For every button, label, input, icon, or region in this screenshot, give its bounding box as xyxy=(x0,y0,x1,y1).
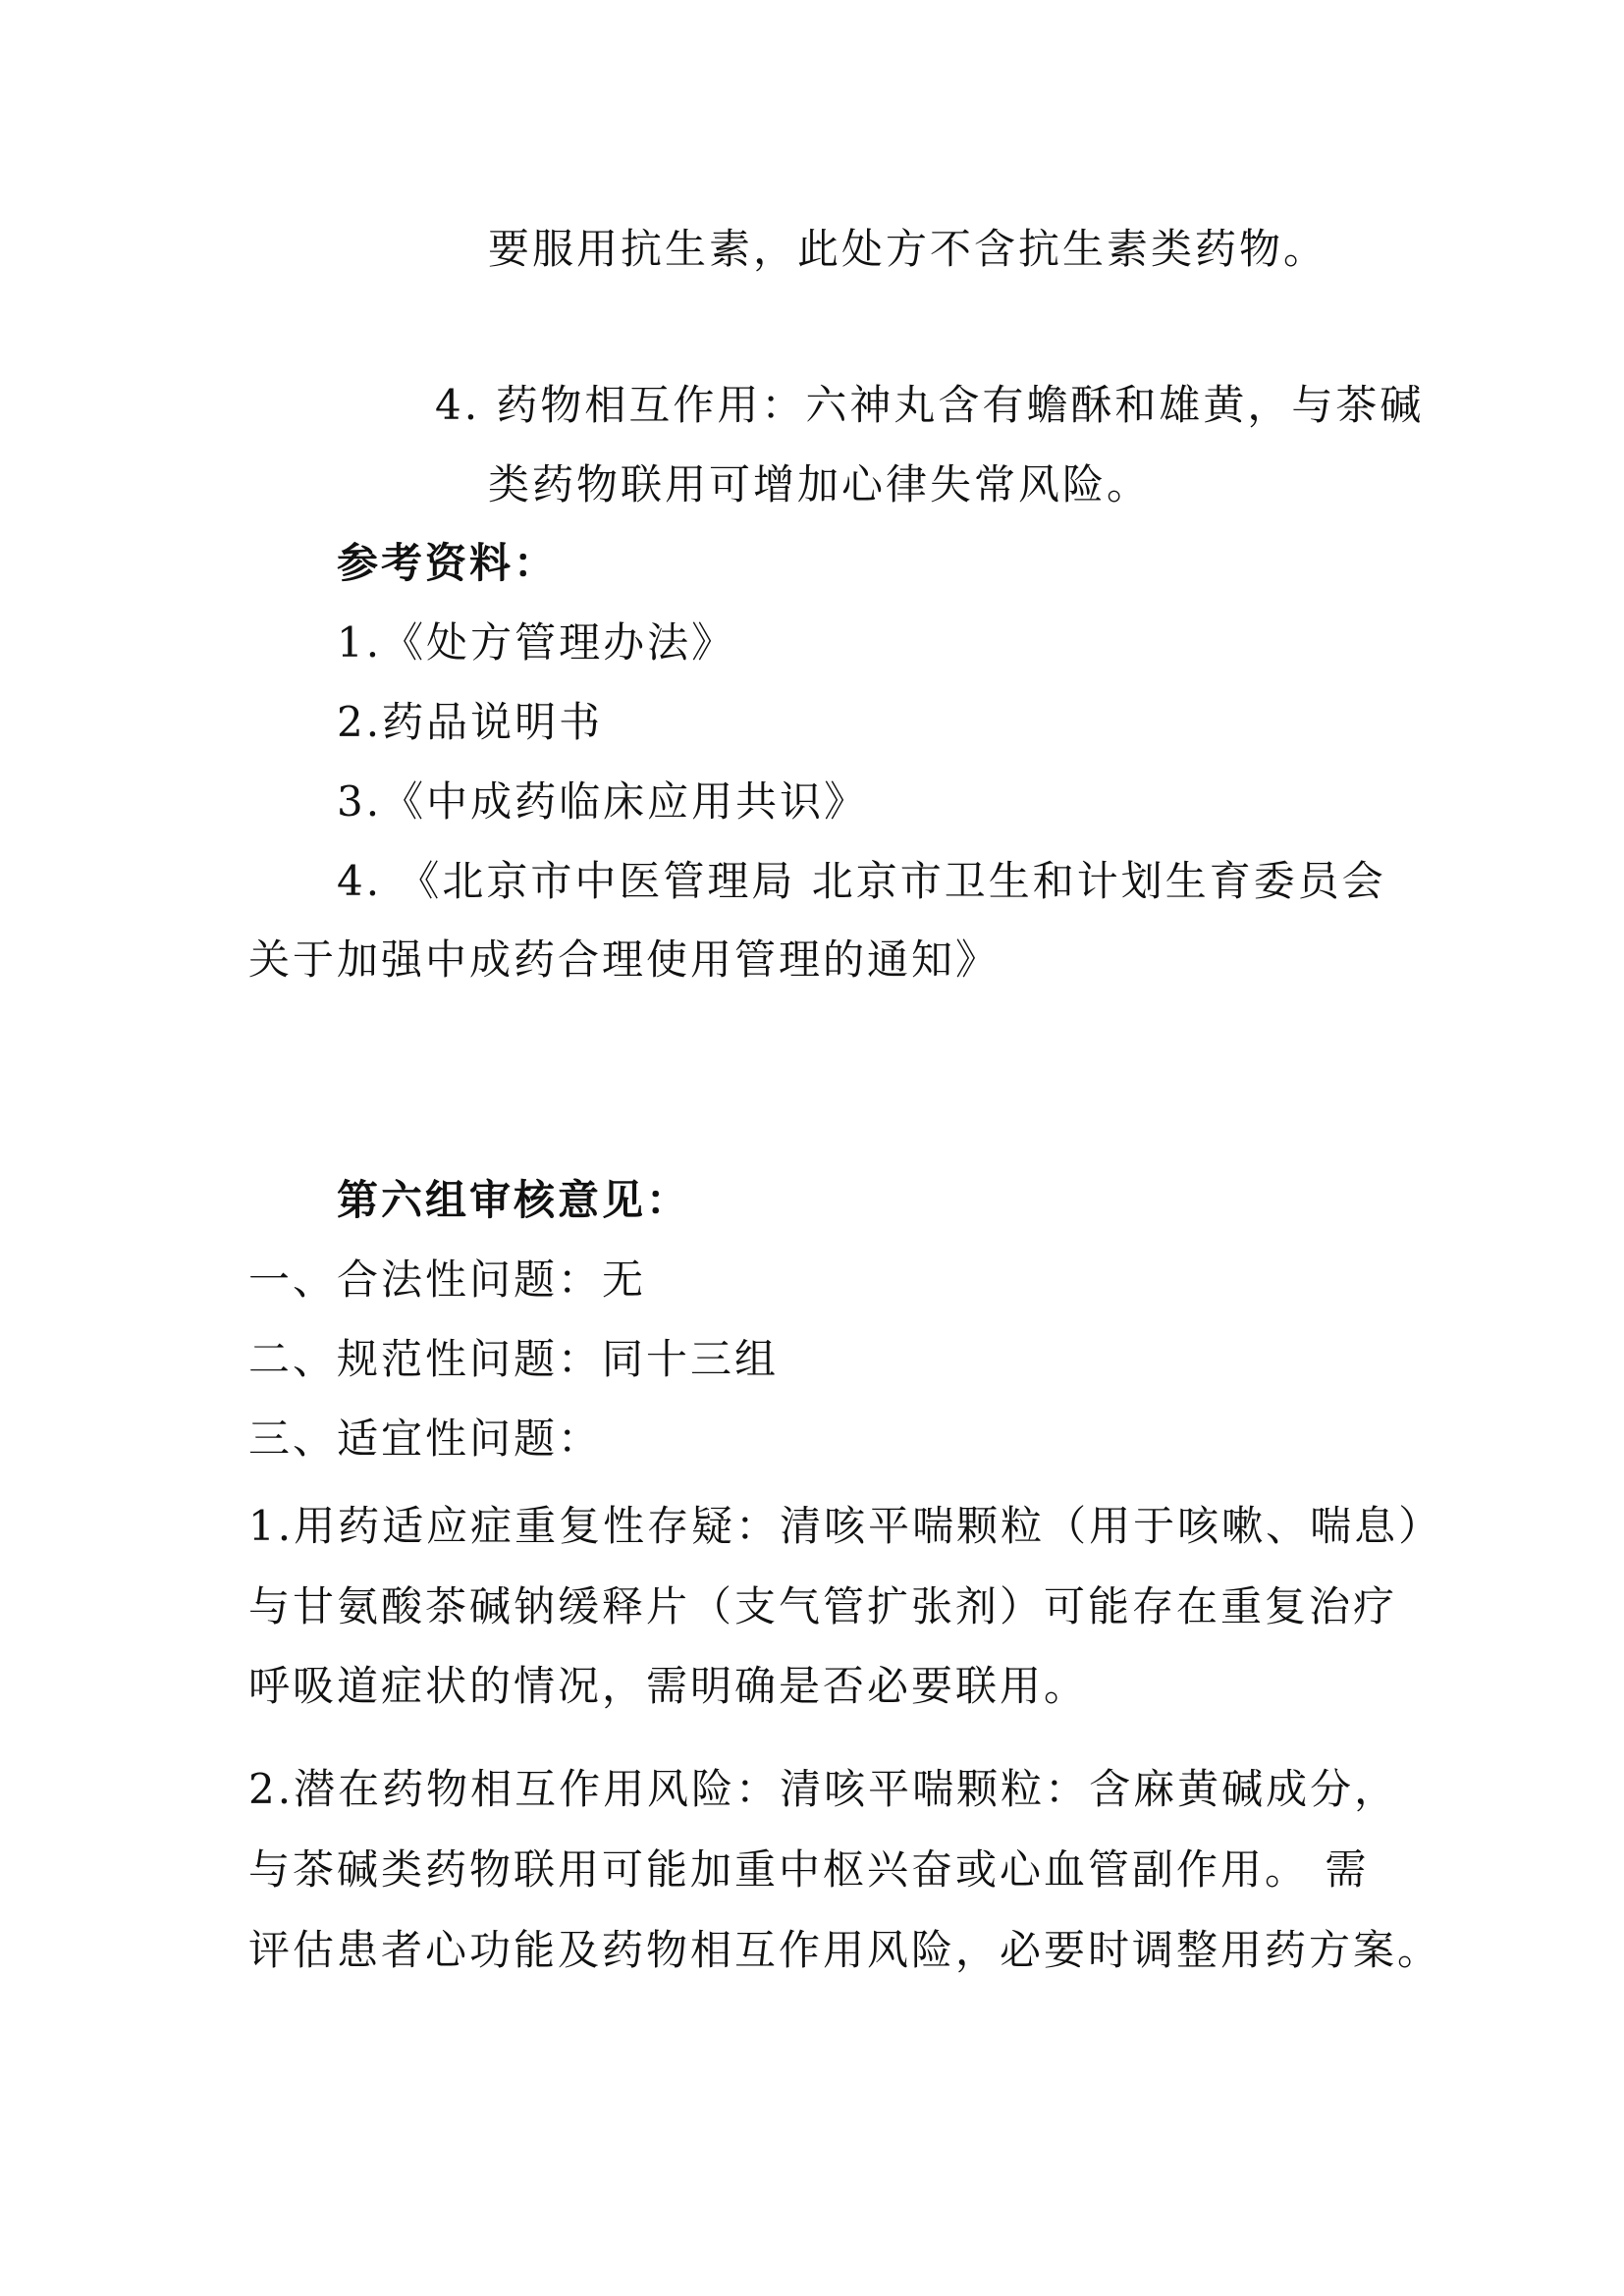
group6-heading: 第六组审核意见： xyxy=(337,1176,691,1224)
point1-line1: 1.用药适应症重复性存疑：清咳平喘颗粒（用于咳嗽、喘息） xyxy=(248,1502,1443,1550)
reference-item-2: 2.药品说明书 xyxy=(337,698,604,746)
reference-item-3: 3.《中成药临床应用共识》 xyxy=(337,777,869,826)
point1-line2: 与甘氨酸茶碱钠缓释片（支气管扩张剂）可能存在重复治疗 xyxy=(248,1582,1398,1630)
prev-item3-continuation: 要服用抗生素，此处方不含抗生素类药物。 xyxy=(488,225,1328,273)
references-heading: 参考资料： xyxy=(337,539,559,587)
prev-item4-line2: 类药物联用可增加心律失常风险。 xyxy=(488,460,1152,508)
reference-item-4-continuation: 关于加强中成药合理使用管理的通知》 xyxy=(248,935,1001,984)
point2-line3: 评估患者心功能及药物相互作用风险，必要时调整用药方案。 xyxy=(248,1926,1442,1974)
point2-line2: 与茶碱类药物联用可能加重中枢兴奋或心血管副作用。 需 xyxy=(248,1845,1370,1894)
point1-line3: 呼吸道症状的情况，需明确是否必要联用。 xyxy=(248,1662,1089,1710)
reference-item-4: 4. 《北京市中医管理局 北京市卫生和计划生育委员会 xyxy=(337,857,1386,905)
point2-line1: 2.潜在药物相互作用风险：清咳平喘颗粒：含麻黄碱成分， xyxy=(248,1765,1399,1813)
prev-item4-line1: 4. 药物相互作用：六神丸含有蟾酥和雄黄，与茶碱 xyxy=(435,381,1425,429)
suitability-issue: 三、适宜性问题： xyxy=(248,1415,603,1463)
legality-issue: 一、合法性问题：无 xyxy=(248,1255,647,1304)
standard-issue: 二、规范性问题：同十三组 xyxy=(248,1335,780,1383)
reference-item-1: 1.《处方管理办法》 xyxy=(337,618,736,667)
